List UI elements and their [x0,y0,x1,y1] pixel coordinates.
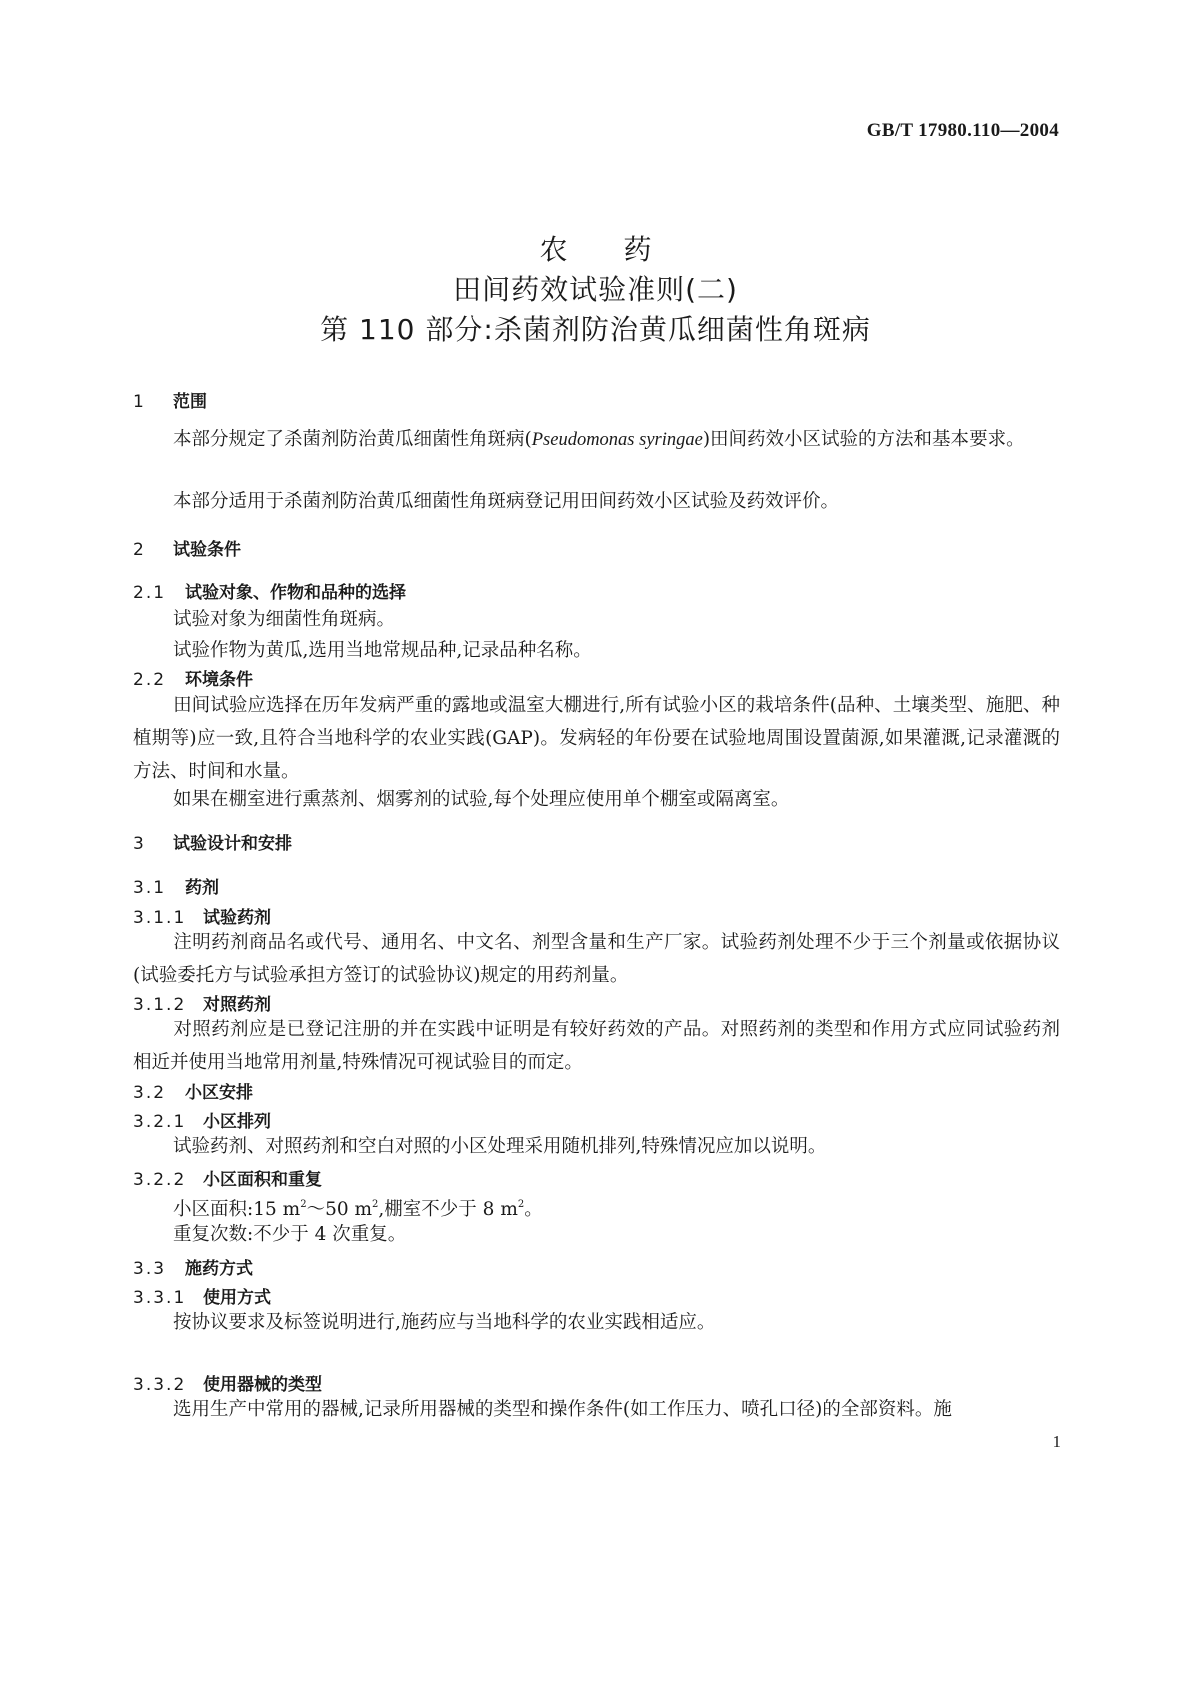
page-number: 1 [1052,1432,1061,1451]
superscript: 2 [300,1199,307,1210]
paragraph-text: ,棚室不少于 8 m [378,1199,518,1220]
section-title: 使用方式 [203,1288,271,1308]
section-3-2-2-heading [133,1165,322,1190]
section-title: 施药方式 [185,1259,253,1279]
section-title: 试验设计和安排 [173,834,292,854]
section-3-3-1-paragraph [133,1306,1060,1339]
section-title: 小区排列 [203,1112,271,1132]
paragraph-text: 如果在棚室进行熏蒸剂、烟雾剂的试验,每个处理应使用单个棚室或隔离室。 [173,789,790,810]
section-3-2-heading [133,1078,253,1103]
section-title: 小区安排 [185,1083,253,1103]
section-2-1-paragraph-1 [133,603,1060,636]
section-title: 药剂 [185,878,219,898]
section-title: 小区面积和重复 [203,1170,322,1190]
paragraph-text: )田间药效小区试验的方法和基本要求。 [702,429,1025,450]
paragraph-text: 注明药剂商品名或代号、通用名、中文名、剂型含量和生产厂家。试验药剂处理不少于三个剂量或依据协议(试验委托方与试验承担方签订的试验协议)规定的用药剂量。 [133,932,1060,986]
section-number: 1 [133,392,146,412]
section-1-heading [133,387,207,412]
section-title: 范围 [173,392,207,412]
section-3-3-1-heading [133,1283,271,1308]
section-title: 使用器械的类型 [203,1375,322,1395]
section-3-3-2-heading [133,1370,322,1395]
section-3-3-heading [133,1254,253,1279]
section-3-3-2-paragraph [133,1393,1060,1426]
section-1-paragraph-1 [133,423,1060,457]
section-2-2-paragraph-1 [133,689,1060,788]
section-number: 3.2.2 [133,1170,187,1190]
paragraph-text: 小区面积:15 m [173,1199,301,1220]
paragraph-text: 按协议要求及标签说明进行,施药应与当地科学的农业实践相适应。 [173,1312,716,1333]
section-3-2-2-paragraph-2 [133,1218,1060,1251]
section-1-paragraph-2 [133,485,1060,518]
latin-name: Pseudomonas syringae [531,430,703,450]
paragraph-text: 本部分规定了杀菌剂防治黄瓜细菌性角斑病( [173,429,532,450]
section-number: 3.1 [133,878,167,898]
paragraph-text: 本部分适用于杀菌剂防治黄瓜细菌性角斑病登记用田间药效小区试验及药效评价。 [173,491,840,512]
section-3-1-1-paragraph [133,926,1060,992]
section-3-1-1-heading [133,903,271,928]
section-2-2-heading [133,665,253,690]
paragraph-text: 试验药剂、对照药剂和空白对照的小区处理采用随机排列,特殊情况应加以说明。 [173,1136,827,1157]
section-3-heading [133,829,292,854]
paragraph-text: 田间试验应选择在历年发病严重的露地或温室大棚进行,所有试验小区的栽培条件(品种、土壤类型、施肥、种植期等)应一致,且符合当地科学的农业实践(GAP)。发病轻的年份要在试验地周围设置菌源,如果灌溉,记录灌溉的方法、时间和水量。 [133,695,1060,782]
section-number: 3 [133,834,146,854]
paragraph-text: 重复次数:不少于 4 次重复。 [173,1224,407,1245]
section-number: 2 [133,540,146,560]
section-number: 3.3 [133,1259,167,1279]
section-title: 对照药剂 [203,995,271,1015]
paragraph-text: 。 [524,1199,543,1220]
paragraph-text: 试验对象为细菌性角斑病。 [173,609,396,630]
superscript: 2 [372,1199,379,1210]
section-number: 3.1.1 [133,908,187,928]
section-2-1-paragraph-2 [133,634,1060,667]
paragraph-text: 试验作物为黄瓜,选用当地常规品种,记录品种名称。 [173,640,592,661]
standard-code: GB/T 17980.110—2004 [866,120,1059,141]
paragraph-text: 选用生产中常用的器械,记录所用器械的类型和操作条件(如工作压力、喷孔口径)的全部资料。施 [173,1399,952,1420]
superscript: 2 [517,1199,525,1210]
section-number: 3.3.2 [133,1375,187,1395]
section-3-1-2-heading [133,990,271,1015]
section-number: 3.2 [133,1083,167,1103]
section-number: 3.3.1 [133,1288,187,1308]
section-2-2-paragraph-2 [133,783,1060,816]
section-3-2-1-paragraph [133,1130,1060,1163]
title-subtitle-1: 田间药效试验准则(二) [453,273,738,306]
section-title: 试验条件 [173,540,241,560]
section-number: 2.1 [133,583,167,603]
section-number: 3.2.1 [133,1112,187,1132]
section-number: 2.2 [133,670,167,690]
section-title: 环境条件 [185,670,253,690]
paragraph-text: ～50 m [306,1199,373,1220]
section-title: 试验药剂 [203,908,271,928]
section-3-1-heading [133,873,219,898]
paragraph-text: 对照药剂应是已登记注册的并在实践中证明是有较好药效的产品。对照药剂的类型和作用方式应同试验药剂相近并使用当地常用剂量,特殊情况可视试验目的而定。 [133,1019,1060,1073]
section-number: 3.1.2 [133,995,187,1015]
title-main: 农 药 [539,233,652,266]
section-3-2-1-heading [133,1107,271,1132]
section-2-heading [133,535,241,560]
section-3-1-2-paragraph [133,1013,1060,1079]
section-title: 试验对象、作物和品种的选择 [185,583,406,603]
section-2-1-heading [133,578,406,603]
title-subtitle-2: 第 110 部分:杀菌剂防治黄瓜细菌性角斑病 [320,313,871,346]
